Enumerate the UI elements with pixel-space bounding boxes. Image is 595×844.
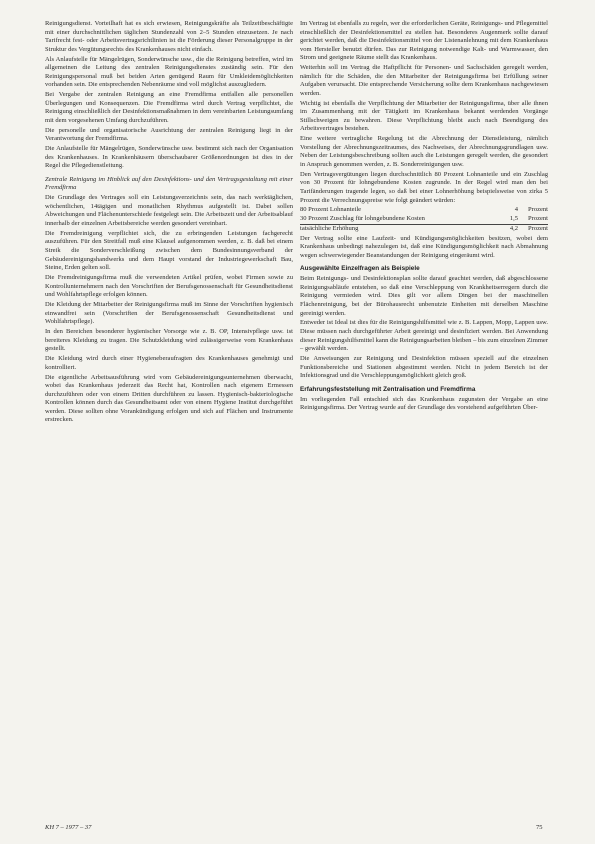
body-paragraph: Im Vertrag ist ebenfalls zu regeln, wer die erforderlichen Geräte, Reinigungs- und Pflegemittel einschließlich der Desinfektionsmittel zu stellen hat. Besonderes Augenmerk sollte darauf gerichtet werden, daß die Desinfektionsmittel von der Listenanlehnung mit dem Krankenhaus vom Hersteller benutzt dürfen. Das zur Reinigung notwendige Kalt- und Warmwasser, den Strom und geeignete Räume stellt das Krankenhaus.	[300, 20, 548, 62]
rate-value: 4,2	[505, 224, 518, 233]
body-paragraph: Die Kleidung der Mitarbeiter der Reinigungsfirma muß im Sinne der Vorschriften hygienisch einwandfrei sein (Vorschriften der Berufsgenossenschaft Gesundheitsdienst und Wohlfahrtspflege).	[45, 301, 293, 326]
body-paragraph: Bei Vergabe der zentralen Reinigung an eine Fremdfirma entfallen alle personellen Überlegungen und Konsequenzen. Die Fremdfirma wird durch Vertrag verpflichtet, die Reinigung einschließlich der Desinfektionsmaßnahmen in dem vereinbarten Leistungsumfang mit dem vorgesehenen Umfang durchzuführen.	[45, 91, 293, 124]
rate-value: 4	[514, 206, 518, 214]
rate-label: 80 Prozent Lohnanteile	[300, 206, 362, 214]
rate-value: 1,5	[509, 214, 518, 222]
body-paragraph: Die Kleidung wird durch einer Hygieneberaufragten des Krankenhauses genehmigt und kontrolliert.	[45, 355, 293, 371]
body-paragraph: Wichtig ist ebenfalls die Verpflichtung der Mitarbeiter der Reinigungsfirma, über alle ihnen im Zusammenhang mit der Tätigkeit im Krankenhaus bekannt werdenden Vorgänge Stillschweigen zu bewahren. Diese Verpflichtung bleibt auch nach Beendigung des Arbeitsvertrages bestehen.	[300, 99, 548, 133]
rate-unit: Prozent	[528, 206, 548, 214]
italic-subheading: Zentrale Reinigung im Hinblick auf den Desinfektions- und den Vertragsgestaltung mit einer Fremdfirma	[45, 175, 293, 192]
body-paragraph: Die Grundlage des Vertrages soll ein Leistungsverzeichnis sein, das nach werktäglichen, wöchentlichen, 14tägigen und monatlichen Rhythmus aufgestellt ist. Dabei sollen Abweichungen und Flächenunterschiede festgelegt sein. Die Arbeitszeit und der Arbeitsablauf innerhalb der einzelnen Arbeitsbereiche werden gesondert vereinbart.	[45, 194, 293, 227]
body-paragraph: Die personelle und organisatorische Ausrichtung der zentralen Reinigung liegt in der Verantwortung der Fremdfirma.	[45, 126, 293, 143]
body-paragraph: Der Vertrag sollte eine Laufzeit- und Kündigungsmöglichkeiten besitzen, wobei dem Krankenhaus unbedingt nahezulegen ist, daß eine Kündigungsmöglichkeit nach Abmahnung wegen schwerwiegender Beanstandungen der Reinigung eingeräumt wird.	[300, 234, 548, 259]
rate-label: 30 Prozent Zuschlag für lohngebundene Kosten	[300, 214, 425, 222]
body-paragraph: Weiterhin soll im Vertrag die Haftpflicht für Personen- und Sachschäden geregelt werden, nämlich für die Schäden, die den Mitarbeiter der Reinigungsfirma bei Erfüllung seiner Aufgaben verursacht. Die entsprechende Versicherung sollte dem Krankenhaus nachgewiesen werden.	[300, 64, 548, 97]
rate-row-total	[300, 224, 548, 233]
body-paragraph: Die Fremdreinigungsfirma muß die verwendeten Artikel prüfen, wobei Firmen sowie zu Kontrollunternehmern nach den Vorschriften der Berufsgenossenschaft für Gesundheitsdienst und Wohlfahrtspflege erfolgen können.	[45, 274, 293, 299]
body-paragraph: Den Vertragsvergütungen liegen durchschnittlich 80 Prozent Lohnanteile und ein Zuschlag von 30 Prozent für lohngebundene Kosten zugrunde. In der Regel wird man den bei Tarifänderungen tragende legen, so daß bei einer Lohnerhöhung beispielsweise von zirka 5 Prozent die Verrechnungspreise wie folgt geändert würden:	[300, 170, 548, 204]
section-heading: Ausgewählte Einzelfragen als Beispiele	[300, 265, 420, 273]
rate-table	[300, 206, 548, 233]
rate-label: tatsächliche Erhöhung	[300, 224, 505, 233]
body-paragraph: Die Anweisungen zur Reinigung und Desinfektion müssen speziell auf die einzelnen Funktionsbereiche und Stationen abgestimmt werden. Nicht in jedem Bereich ist der Infektionsgrad und die Verschleppungsmöglichkeit gleich groß.	[300, 355, 548, 380]
body-paragraph: Die Fremdreinigung verpflichtet sich, die zu erbringenden Leistungen fachgerecht auszuführen. Für den Streitfall muß eine Klausel aufgenommen werden, z. B. daß bei einem Streik die Sonderverschleißung zwischen dem Bundesinnungsverband der Gebäudereinigungshandwerks und dem Haupt vorstand der Industriegewerkschaft Bau, Steine, Erden gelten soll.	[45, 229, 293, 272]
right-column	[300, 20, 548, 414]
body-paragraph: Eine weitere vertragliche Regelung ist die Abrechnung der Dienstleistung, nämlich Vorstellung der Abrechnungszeitraumes, des Nachweises, der Abrechnungsgrundlagen usw. Neben der Leistungsbeschreibung sollten auch die Leistungen geregelt werden, die gesondert in Anspruch genommen werden, z. B. Sonderreinigungen usw.	[300, 135, 548, 168]
rate-row	[300, 206, 548, 215]
rate-row	[300, 215, 548, 224]
rate-unit: Prozent	[518, 224, 548, 233]
issue-footer: KH 7 – 1977 – 37	[45, 824, 92, 831]
body-paragraph: Entweder ist Ideal ist dies für die Reinigungshilfsmittel wie z. B. Lappen, Mopp, Lappen usw. Diese müssen nach durchgeführter Arbeit gereinigt und desinfiziert werden. Bei Anwendung dieser Reinigungshilfsmittel kann die Reinigungsarbeiten bleiben – bis zum einzelnen Zimmer – gewählt werden.	[300, 319, 548, 353]
body-paragraph: Die Anlaufstelle für Mängelrügen, Sonderwünsche usw. bestimmt sich nach der Organisation des Krankenhauses. In Krankenhäusern überschaubarer Größenordnungen ist dies in der Regel die Pflegedienstleitung.	[45, 145, 293, 170]
rate-unit: Prozent	[528, 214, 548, 222]
section-heading: Erfahrungsfeststellung mit Zentralisation und Fremdfirma	[300, 385, 476, 393]
left-column	[45, 20, 293, 426]
page-number: 75	[536, 824, 543, 831]
body-paragraph: Die eigentliche Arbeitsausführung wird vom Gebäudereinigungsunternehmen überwacht, wobei das Krankenhaus jederzeit das Recht hat, Kontrollen nach eigenem Ermessen durchzuführen oder von einem Dritten durchführen zu lassen. Hygienisch-bakteriologische Kontrollen können durch das Gesundheitsamt oder von einem Hygiene Institut durchgeführt werden. Diese sollten ohne Vorankündigung erfolgen und sich auf Flächen und Instrumente erstrecken.	[45, 373, 293, 424]
body-paragraph: In den Bereichen besonderer hygienischer Vorsorge wie z. B. OP, Intensivpflege usw. ist bereiteres Kleidung zu tragen. Die Schutzkleidung wird zulässigerweise vom Krankenhaus gestellt.	[45, 328, 293, 353]
body-paragraph: Reinigungsdienst. Vorteilhaft hat es sich erwiesen, Reinigungskräfte als Teilzeitbeschäftigte mit einer durchschnittlichen täglichen Stundenzahl von 2–5 Stunden einzusetzen. Je nach Tarifrecht fest- oder Arbeitsvertragsrichtlinien ist die Förderung dieser Personalgruppe in der Struktur des Vergütungsrechts des Krankenhauses nicht einfach.	[45, 20, 293, 53]
body-paragraph: Als Anlaufstelle für Mängelrügen, Sonderwünsche usw., die die Reinigung betreffen, wird im allgemeinen die Leitung des zentralen Reinigungsdienstes zuständig sein. Für den Reinigungspersonal muß bei beiden Arten genügend Raum für Umkleidemöglichkeiten vorhanden sein. Die entsprechenden Nebenräume sind voll möglichst auszugliedern.	[45, 55, 293, 89]
body-paragraph: Im vorliegenden Fall entschied sich das Krankenhaus zugunsten der Vergabe an eine Reinigungsfirma. Der Vertrag wurde auf der Grundlage des vorstehend aufgeführten Über-	[300, 395, 548, 412]
body-paragraph: Beim Reinigungs- und Desinfektionsplan sollte darauf geachtet werden, daß abgeschlossene Reinigungsabläufe entstehen, so daß eine Verschleppung von Krankheitserregern durch die Reinigung vermieden wird. Dies gilt vor allem Dingen bei der maschinellen Flächenreinigung, bei der Bürohausrecht unbenutzte Einheiten mit derselben Maschine gereinigt werden.	[300, 275, 548, 317]
